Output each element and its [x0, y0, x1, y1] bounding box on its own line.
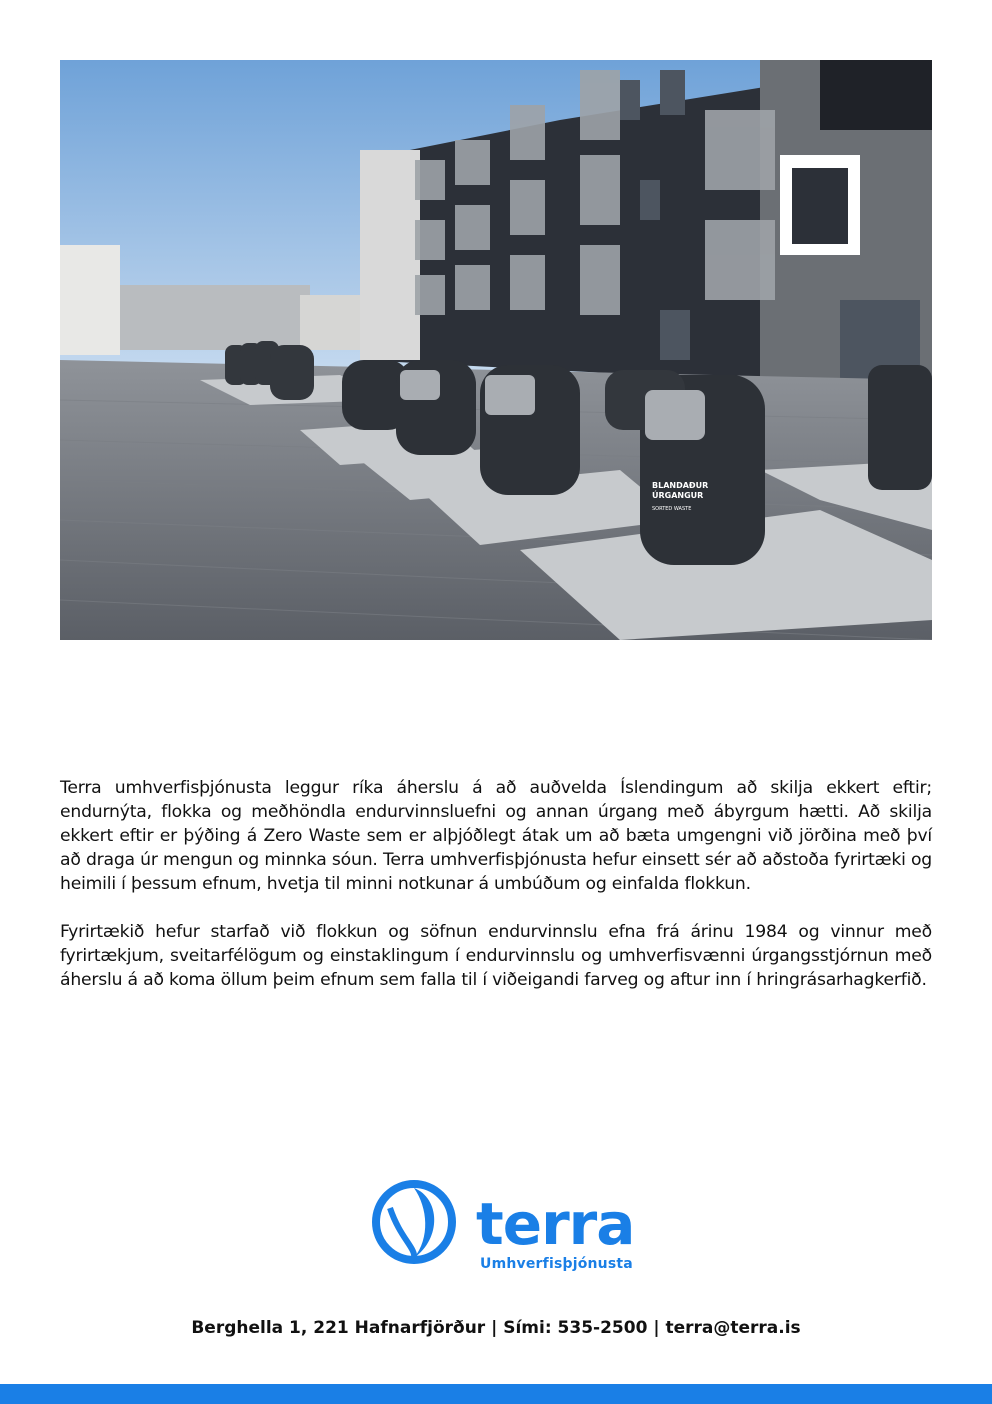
bin-label-line1: BLANDAÐUR: [652, 481, 709, 490]
logo-tagline: Umhverfisþjónusta: [480, 1256, 633, 1272]
paragraph-history: Fyrirtækið hefur starfað við flokkun og söfnun endurvinnslu efna frá árinu 1984 og vinnur með fyrirtækjum, sveitarfélögum og einstaklingum í endurvinnslu og umhverfisvænni úrgangsstjórnun með áherslu á að koma öllum þeim efnum sem falla til í viðeigandi farveg og aftur inn í hringrásarhagkerfið.: [60, 922, 932, 990]
terra-logo: [370, 1178, 635, 1278]
terra-leaf-icon: [370, 1178, 470, 1278]
waste-containers-image: [60, 60, 932, 640]
bin-label-line3: SORTED WASTE: [652, 506, 692, 512]
footer-accent-bar: [0, 1384, 992, 1404]
hero-photo: [60, 60, 932, 640]
paragraph-intro: Terra umhverfisþjónusta leggur ríka áherslu á að auðvelda Íslendingum að skilja ekkert eftir; endurnýta, flokka og meðhöndla endurvinnsluefni og annan úrgang með ábyrgum hætti. Að skilja ekkert eftir er þýðing á Zero Waste sem er alþjóðlegt átak um að bæta umgengni við jörðina með því að draga úr mengun og minnka sóun. Terra umhverfisþjónusta hefur einsett sér að aðstoða fyrirtæki og heimili í þessum efnum, hvetja til minni notkunar á umbúðum og einfalda flokkun.: [60, 778, 932, 894]
contact-line: Berghella 1, 221 Hafnarfjörður | Sími: 535-2500 | terra@terra.is: [191, 1318, 801, 1338]
bin-label-line2: ÚRGANGUR: [652, 491, 704, 500]
body-text: [60, 776, 932, 1016]
logo-wordmark: terra: [476, 1190, 635, 1258]
